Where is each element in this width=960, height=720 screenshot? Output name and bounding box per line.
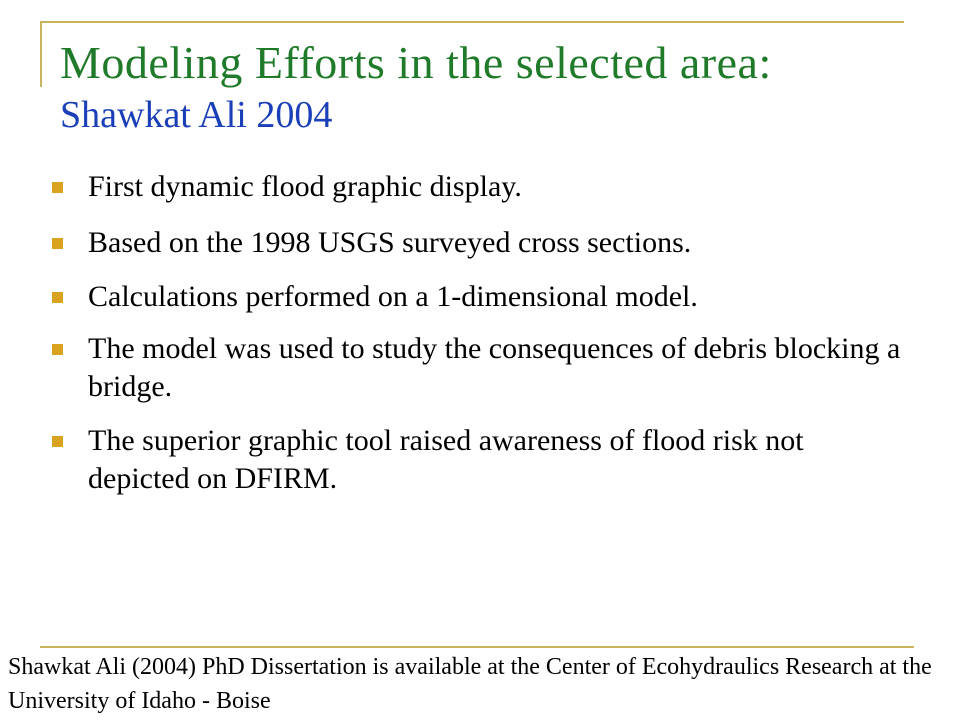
bullet-item bbox=[50, 330, 910, 406]
bullet-item bbox=[50, 168, 910, 206]
bullet-item bbox=[50, 422, 910, 498]
bottom-rule bbox=[40, 646, 914, 648]
bullet-text: First dynamic flood graphic display. bbox=[88, 170, 522, 203]
square-bullet-icon bbox=[52, 238, 63, 249]
bullet-item bbox=[50, 278, 910, 316]
bullet-text: Calculations performed on a 1-dimensional model. bbox=[88, 280, 698, 313]
square-bullet-icon bbox=[52, 182, 63, 193]
bullet-item bbox=[50, 224, 910, 262]
square-bullet-icon bbox=[52, 344, 63, 355]
bullet-text: The model was used to study the consequences of debris blocking a bridge. bbox=[88, 332, 901, 403]
left-rule bbox=[40, 21, 42, 87]
bullet-text: The superior graphic tool raised awareness of flood risk not depicted on DFIRM. bbox=[88, 424, 804, 495]
bullet-list bbox=[50, 168, 910, 516]
top-rule bbox=[40, 21, 904, 23]
title-line-2: Shawkat Ali 2004 bbox=[60, 93, 333, 136]
footnote: Shawkat Ali (2004) PhD Dissertation is available at the Center of Ecohydraulics Research at the University of Idaho - Boise bbox=[8, 654, 932, 714]
square-bullet-icon bbox=[52, 292, 63, 303]
bullet-text: Based on the 1998 USGS surveyed cross sections. bbox=[88, 226, 692, 259]
slide-title bbox=[60, 38, 920, 136]
title-line-1: Modeling Efforts in the selected area: bbox=[60, 37, 772, 88]
square-bullet-icon bbox=[52, 436, 63, 447]
